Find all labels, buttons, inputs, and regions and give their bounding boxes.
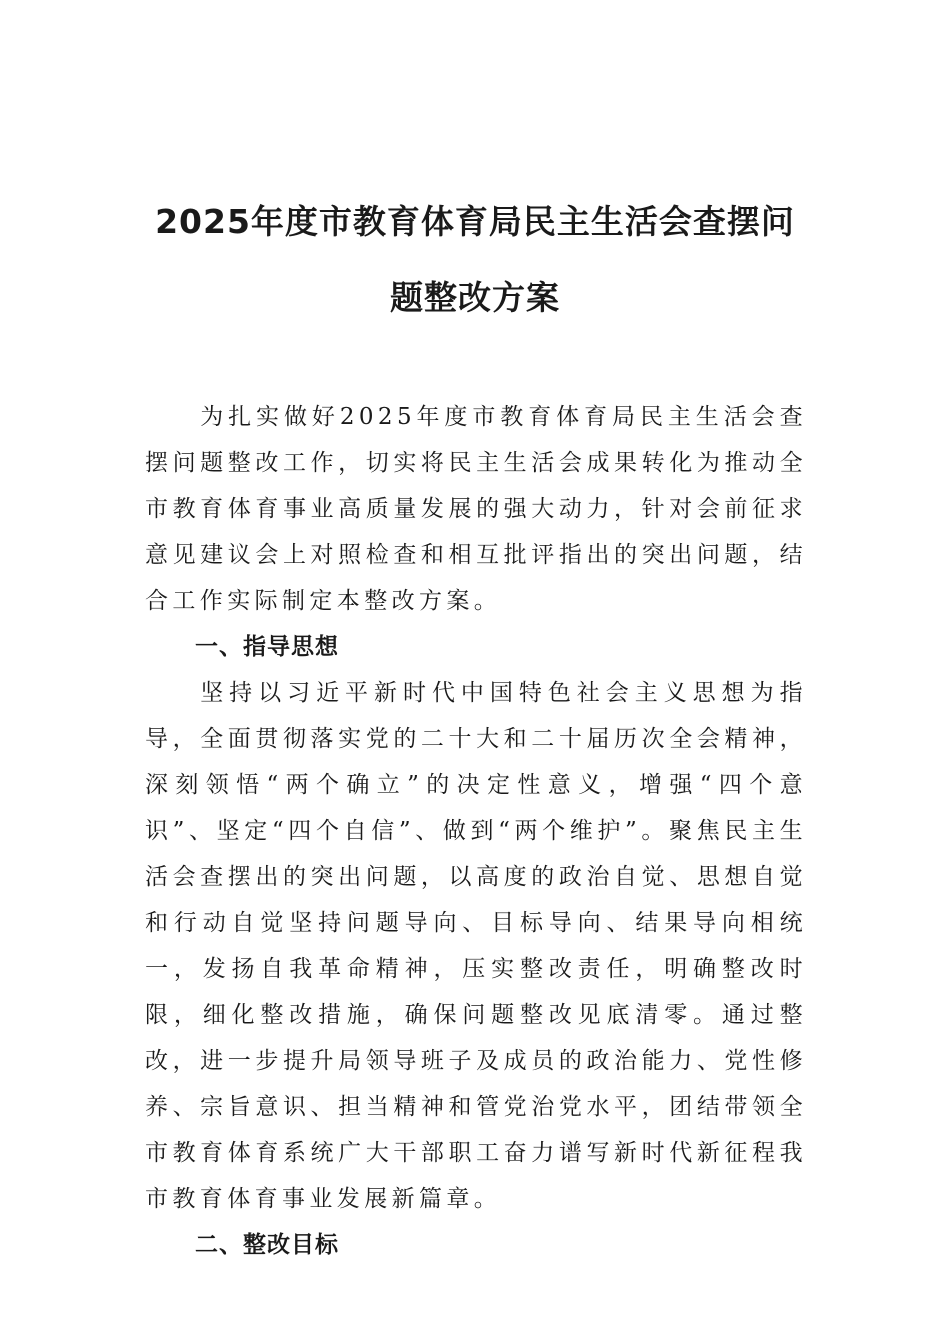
intro-paragraph: 为扎实做好2025年度市教育体育局民主生活会查摆问题整改工作，切实将民主生活会成果转化为推动全市教育体育事业高质量发展的强大动力，针对会前征求意见建议会上对照检查和相互批评指出的突出问题，结合工作实际制定本整改方案。 (145, 404, 807, 614)
section-heading-rectification-goals: 二、整改目标 (195, 1232, 339, 1258)
document-title: 2025年度市教育体育局民主生活会查摆问题整改方案 (155, 202, 795, 317)
document-body (145, 394, 807, 1268)
section-heading-guiding-ideology: 一、指导思想 (195, 634, 339, 660)
guiding-ideology-paragraph: 坚持以习近平新时代中国特色社会主义思想为指导，全面贯彻落实党的二十大和二十届历次全会精神，深刻领悟“两个确立”的决定性意义，增强“四个意识”、坚定“四个自信”、做到“两个维护”。聚焦民主生活会查摆出的突出问题，以高度的政治自觉、思想自觉和行动自觉坚持问题导向、目标导向、结果导向相统一，发扬自我革命精神，压实整改责任，明确整改时限，细化整改措施，确保问题整改见底清零。通过整改，进一步提升局领导班子及成员的政治能力、党性修养、宗旨意识、担当精神和管党治党水平，团结带领全市教育体育系统广大干部职工奋力谱写新时代新征程我市教育体育事业发展新篇章。 (145, 680, 807, 1212)
